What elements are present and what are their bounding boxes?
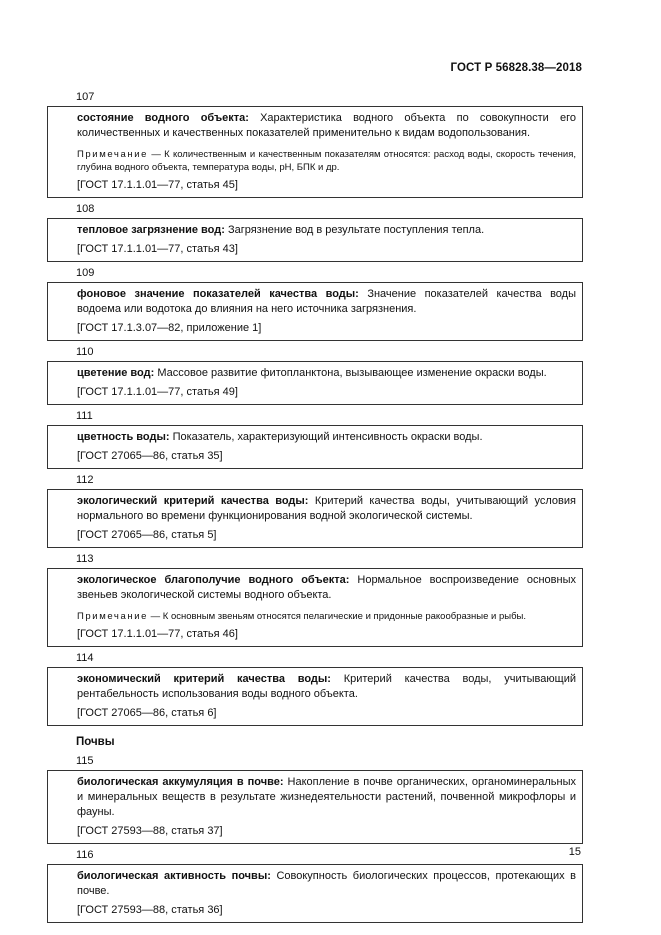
entry-source: [ГОСТ 27593—88, статья 36] — [77, 904, 223, 916]
entry-definition-text: Критерий качества воды, учитывающий условия нормального во времени функционирования водной экологической системы. — [77, 495, 576, 522]
entry-term: биологическая аккумуляция в почве: — [77, 776, 284, 788]
entry-definition — [77, 223, 576, 238]
entry-definition — [77, 111, 576, 141]
entry-term: биологическая активность почвы: — [77, 870, 271, 882]
term-entry — [47, 667, 583, 726]
section-title: Почвы — [76, 736, 115, 748]
entry-term: цветность воды: — [77, 431, 170, 443]
entry-definition — [77, 775, 576, 820]
entry-source: [ГОСТ 17.1.1.01—77, статья 49] — [77, 386, 238, 398]
term-entry — [47, 770, 583, 844]
entry-source: [ГОСТ 27065—86, статья 5] — [77, 529, 217, 541]
entry-note — [77, 148, 576, 174]
term-entry — [47, 282, 583, 341]
note-text: — К количественным и качественным показателям относятся: расход воды, скорость течения, глубина водного объекта, температура воды, pH, БПК и др. — [77, 149, 576, 173]
term-entry — [47, 568, 583, 647]
note-label: Примечание — [77, 149, 148, 160]
entry-number: 116 — [76, 849, 94, 861]
entry-definition — [77, 672, 576, 702]
entry-definition-text: Массовое развитие фитопланктона, вызывающее изменение окраски воды. — [154, 367, 547, 379]
entry-definition — [77, 430, 576, 445]
entry-term: цветение вод: — [77, 367, 155, 379]
note-label: Примечание — [77, 611, 148, 622]
term-entry — [47, 106, 583, 198]
entry-number: 111 — [76, 410, 93, 422]
entry-definition — [77, 287, 576, 317]
entry-number: 110 — [76, 346, 94, 358]
entry-number: 114 — [76, 652, 94, 664]
term-entry — [47, 425, 583, 469]
entry-definition-text: Значение показателей качества воды водоема или водотока до влияния на него источника загрязнения. — [77, 288, 576, 315]
entry-definition-text: Критерий качества воды, учитывающий рентабельность использования воды водного объекта. — [77, 673, 576, 700]
note-text: — К основным звеньям относятся пелагические и придонные ракообразные и рыбы. — [148, 611, 526, 622]
entry-definition — [77, 494, 576, 524]
entry-term: фоновое значение показателей качества воды: — [77, 288, 359, 300]
entry-definition — [77, 869, 576, 899]
term-entry — [47, 218, 583, 262]
term-entry — [47, 489, 583, 548]
entry-note — [77, 610, 576, 623]
entry-source: [ГОСТ 27593—88, статья 37] — [77, 825, 223, 837]
entry-definition-text: Загрязнение вод в результате поступления тепла. — [224, 224, 485, 236]
entry-term: экологический критерий качества воды: — [77, 495, 309, 507]
term-entry — [47, 864, 583, 923]
entry-definition — [77, 573, 576, 603]
entry-term: экономический критерий качества воды: — [77, 673, 331, 685]
entry-source: [ГОСТ 17.1.1.01—77, статья 45] — [77, 179, 238, 191]
entry-source: [ГОСТ 17.1.1.01—77, статья 43] — [77, 243, 238, 255]
entry-number: 109 — [76, 267, 95, 279]
entry-number: 112 — [76, 474, 94, 486]
entry-source: [ГОСТ 27065—86, статья 6] — [77, 707, 217, 719]
entry-number: 107 — [76, 91, 95, 103]
term-entry — [47, 361, 583, 405]
entry-definition-text: Нормальное воспроизведение основных звеньев экологической системы водного объекта. — [77, 574, 576, 601]
entry-number: 108 — [76, 203, 95, 215]
entry-definition-text: Совокупность биологических процессов, протекающих в почве. — [77, 870, 576, 897]
term-entries — [47, 88, 583, 927]
entry-term: состояние водного объекта: — [77, 112, 249, 124]
entry-source: [ГОСТ 17.1.1.01—77, статья 46] — [77, 628, 238, 640]
entry-definition-text: Характеристика водного объекта по совокупности его количественных и качественных показателей применительно к видам водопользования. — [77, 112, 576, 139]
entry-number: 113 — [76, 553, 94, 565]
entry-definition — [77, 366, 576, 381]
entry-number: 115 — [76, 755, 94, 767]
entry-term: тепловое загрязнение вод: — [77, 224, 225, 236]
entry-source: [ГОСТ 17.1.3.07—82, приложение 1] — [77, 322, 262, 334]
entry-source: [ГОСТ 27065—86, статья 35] — [77, 450, 223, 462]
entry-definition-text: Показатель, характеризующий интенсивность окраски воды. — [169, 431, 483, 443]
page-number: 15 — [568, 846, 581, 858]
entry-definition-text: Накопление в почве органических, органоминеральных и минеральных веществ в результате жизнедеятельности растений, почвенной микрофлоры и фауны. — [77, 776, 576, 818]
document-header: ГОСТ Р 56828.38—2018 — [450, 62, 582, 74]
entry-term: экологическое благополучие водного объекта: — [77, 574, 350, 586]
